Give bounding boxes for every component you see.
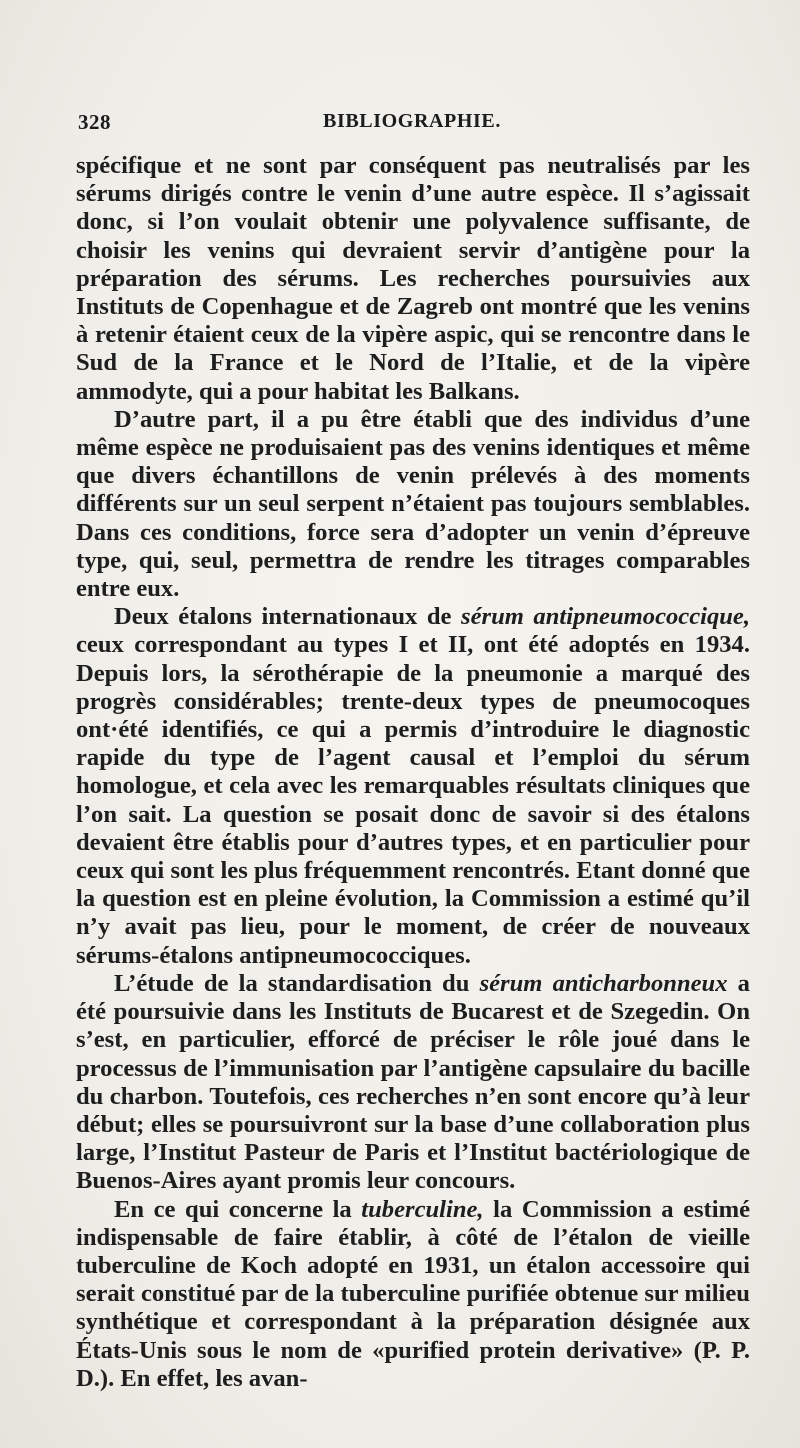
page-number: 328 xyxy=(78,110,111,134)
paragraph-text: ceux correspondant au types I et II, ont été adoptés en 1934. Depuis lors, la sérothérapie de la pneumonie a marqué des progrès considérables; trente-deux types de pneumocoques ont·été identifiés, ce qui a permis d’introduire le diagnostic rapide du type de l’agent causal et l’emploi du sérum homologue, et cela avec les remarquables résultats cliniques que l’on sait. La question se posait donc de savoir si des étalons devaient être établis pour d’autres types, et en particulier pour ceux qui sont les plus fréquemment rencontrés. Etant donné que la question est en pleine évolution, la Commission a estimé qu’il n’y avait pas lieu, pour le moment, de créer de nouveaux sérums-étalons antipneumococciques. xyxy=(76,631,750,969)
paragraph-text: a été poursuivie dans les Instituts de Bucarest et de Szegedin. On s’est, en particulier, efforcé de préciser le rôle joué dans le processus de l’immunisation par l’antigène capsulaire du bacille du charbon. Toutefois, ces recherches n’en sont encore qu’à leur début; elles se poursuivront sur la base d’une collaboration plus large, l’Institut Pasteur de Paris et l’Institut bactériologique de Buenos-Aires ayant promis leur concours. xyxy=(76,969,750,1195)
running-head: BIBLIOGRAPHIE. xyxy=(323,110,501,132)
italic-term: tuberculine, xyxy=(361,1195,484,1223)
italic-term: sérum anticharbonneux xyxy=(479,969,728,997)
italic-term: sérum antipneumococcique, xyxy=(461,603,750,631)
paragraph-text: spécifique et ne sont par conséquent pas neutralisés par les sérums dirigés contre le venin d’une autre espèce. Il s’agissait donc, si l’on voulait obtenir une polyvalence suffisante, de choisir les venins qui devraient servir d’antigène pour la préparation des sérums. Les recherches poursuivies aux Instituts de Copenhague et de Zagreb ont montré que les venins à retenir étaient ceux de la vipère aspic, qui se rencontre dans le Sud de la France et le Nord de l’Italie, et de la vipère ammodyte, qui a pour habitat les Balkans. xyxy=(76,152,750,405)
paragraph-text: En ce qui concerne la xyxy=(114,1195,362,1223)
paragraph-text: L’étude de la standardisation du xyxy=(114,969,480,997)
paragraph xyxy=(76,406,750,603)
paragraph-text: D’autre part, il a pu être établi que des individus d’une même espèce ne produisaient pas des venins identiques et même que divers échantillons de venin prélevés à des moments différents sur un seul serpent n’étaient pas toujours semblables. Dans ces conditions, force sera d’adopter un venin d’épreuve type, qui, seul, permettra de rendre les titrages comparables entre eux. xyxy=(76,405,750,603)
paragraph-text: la Commission a estimé indispensable de faire établir, à côté de l’étalon de vieille tuberculine de Koch adopté en 1931, un étalon accessoire qui serait constitué par de la tuberculine purifiée obtenue sur milieu synthétique et correspondant à la préparation désignée aux États-Unis sous le nom de «purified protein derivative» (P. P. D.). En effet, les avan- xyxy=(76,1195,750,1392)
paragraph xyxy=(76,152,750,406)
paragraph xyxy=(76,603,750,970)
body-text xyxy=(76,152,750,1393)
paragraph xyxy=(76,1196,750,1393)
page-header xyxy=(78,110,746,144)
paragraph-text: Deux étalons internationaux de xyxy=(114,603,462,631)
paragraph xyxy=(76,970,750,1196)
